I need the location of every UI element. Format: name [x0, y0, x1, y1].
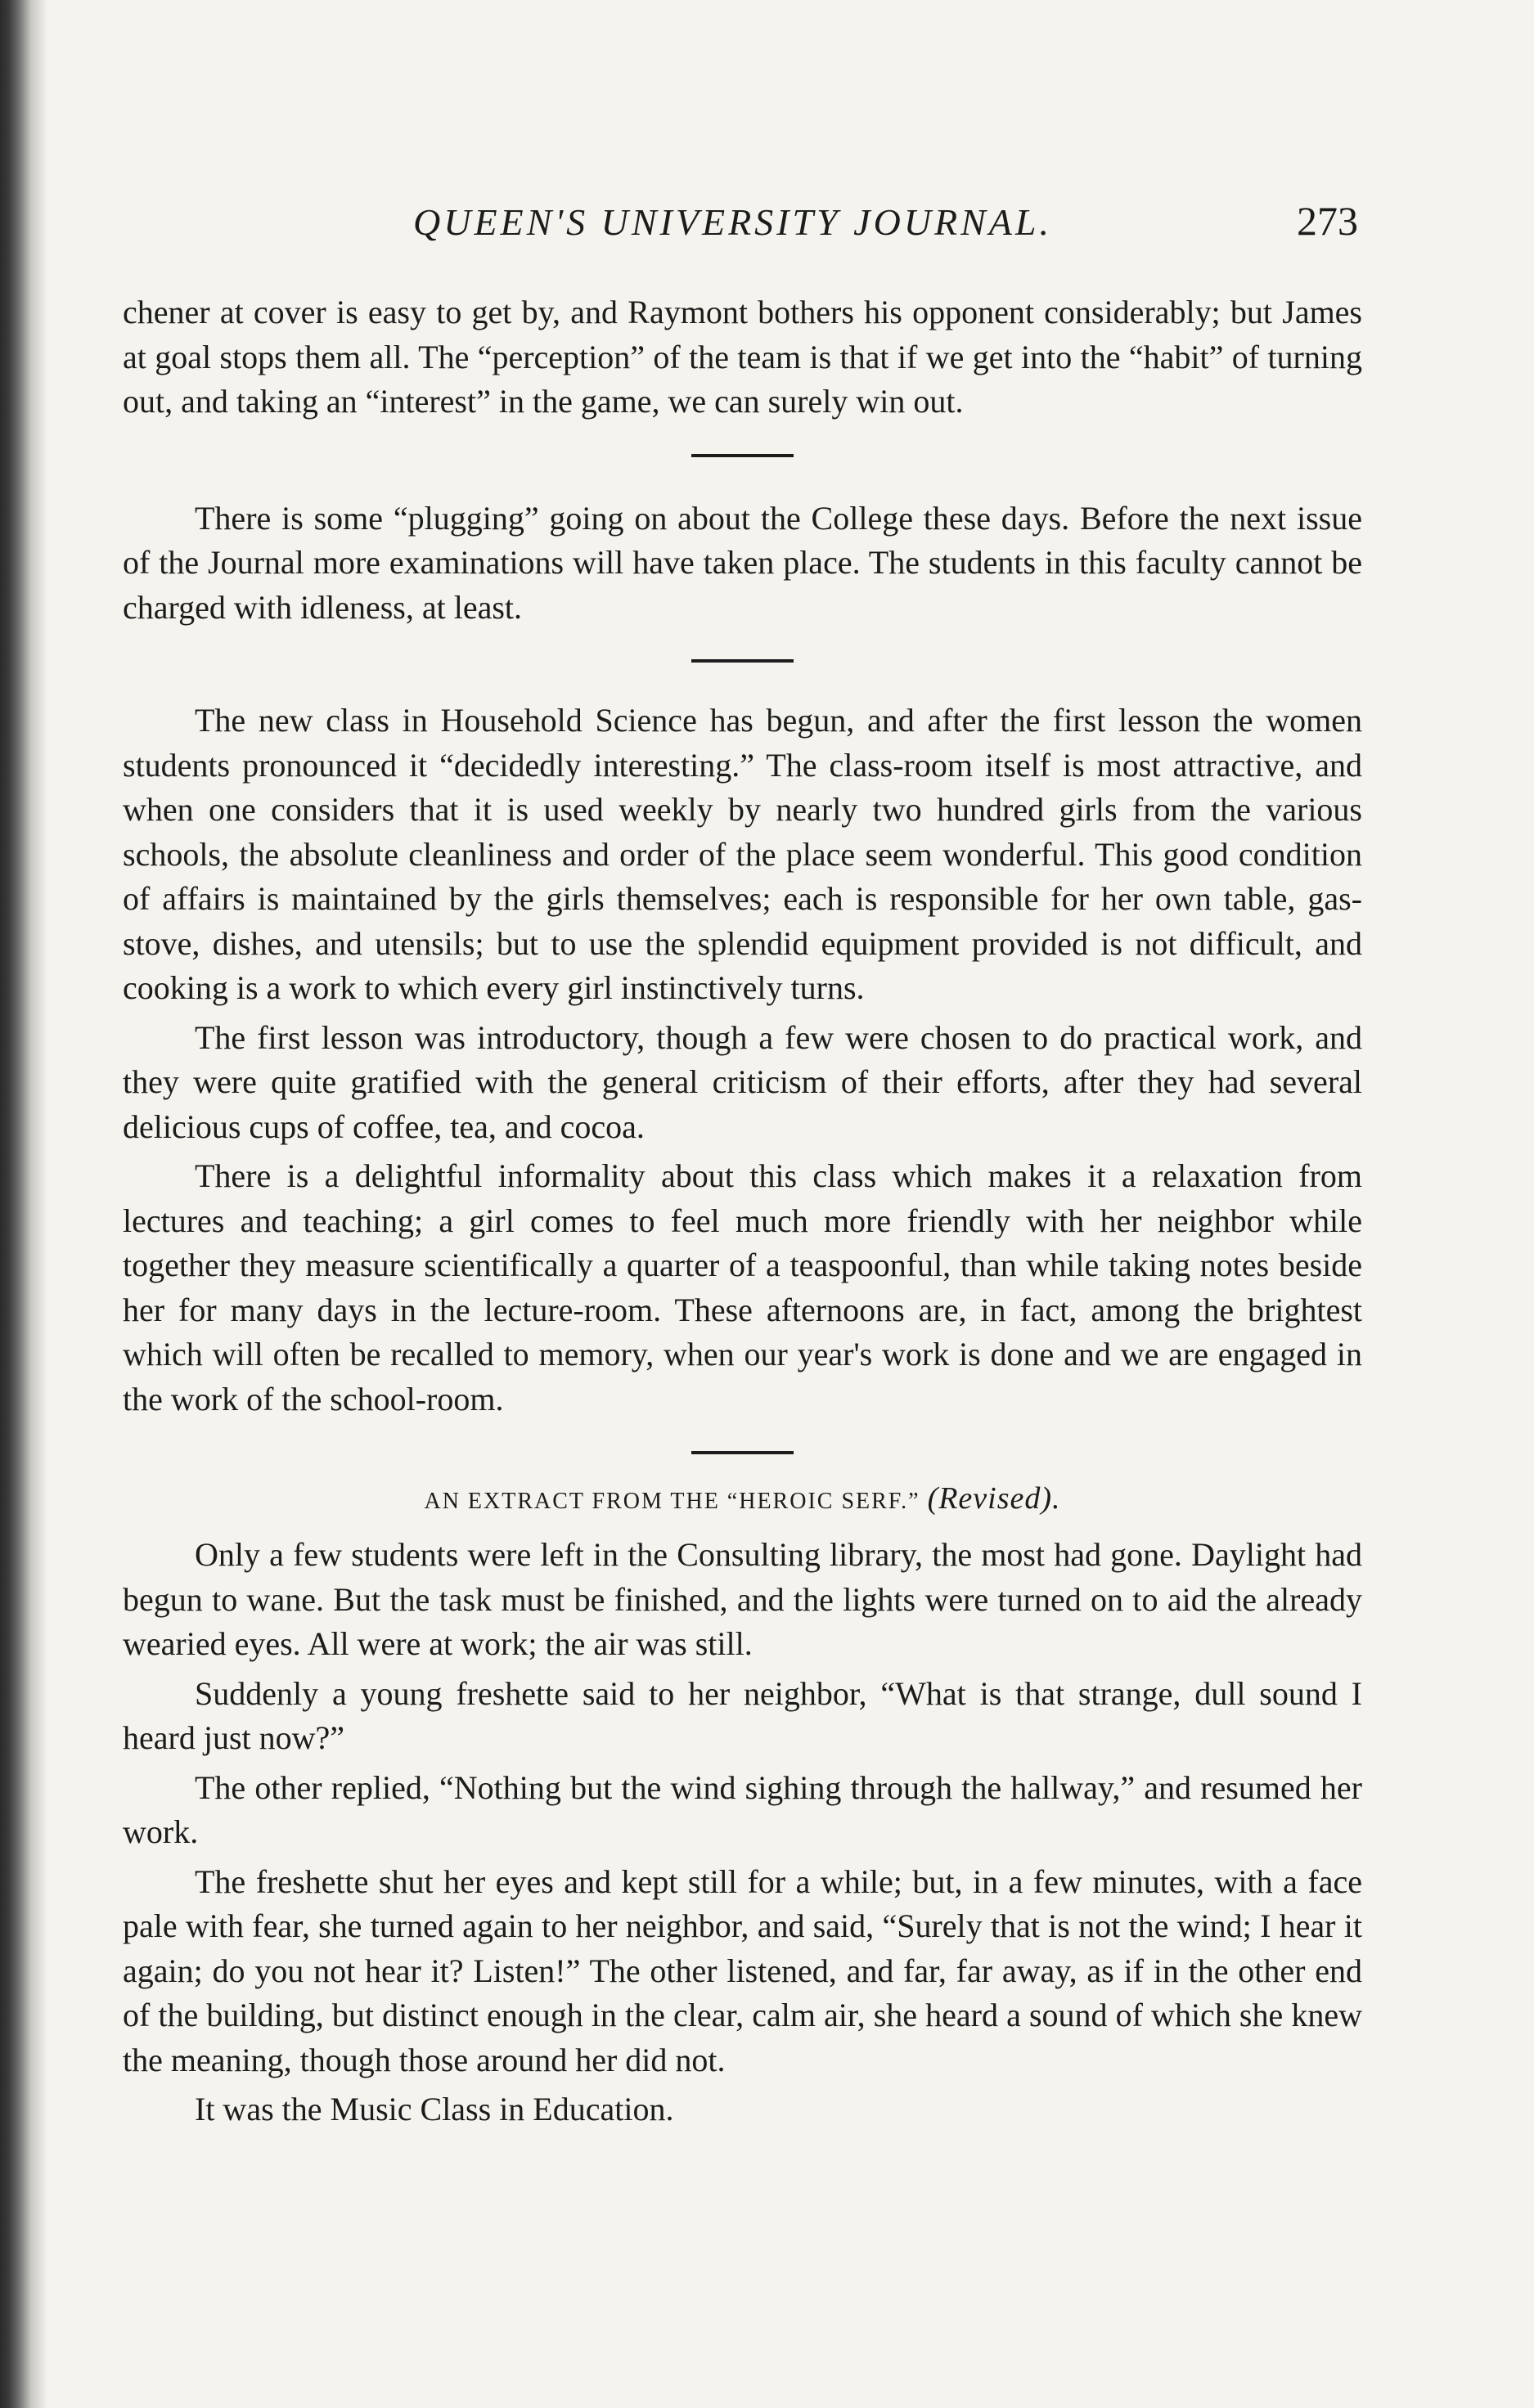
extract-heading-text: AN EXTRACT FROM THE “HEROIC SERF.”: [424, 1489, 920, 1514]
body-paragraph: The new class in Household Science has begun, and after the first lesson the women students pronounced it “decidedly interesting.” The class-room itself is most attractive, and when one considers that it is used weekly by nearly two hundred girls from the various schools, the absolute cleanliness and order of the place seem wonderful. This good condition of affairs is maintained by the girls themselves; each is responsible for her own table, gas-stove, dishes, and utensils; but to use the splendid equipment provided is not difficult, and cooking is a work to which every girl instinctively turns.: [123, 702, 1362, 1006]
story-paragraph: Suddenly a young freshette said to her neighbor, “What is that strange, dull sound I heard just now?”: [123, 1674, 1362, 1756]
story-paragraph: Only a few students were left in the Consulting library, the most had gone. Daylight had begun to wane. But the task must be finished, and the lights were turned on to aid the already wearied eyes. All were at work; the air was still.: [123, 1536, 1362, 1662]
journal-page: [123, 192, 1362, 2132]
section-divider: [691, 1451, 794, 1454]
page-number: 273: [1297, 198, 1358, 244]
section-divider: [691, 659, 794, 663]
story-paragraph: The freshette shut her eyes and kept still for a while; but, in a few minutes, with a face pale with fear, she turned again to her neighbor, and said, “Surely that is not the wind; I hear it again; do you not hear it? Listen!” The other listened, and far, far away, as if in the other end of the building, but distinct enough in the clear, calm air, she heard a sound of which she knew the meaning, though those around her did not.: [123, 1862, 1362, 2078]
story-paragraph: It was the Music Class in Education.: [195, 2091, 674, 2127]
journal-title: QUEEN'S UNIVERSITY JOURNAL.: [413, 201, 1052, 243]
running-head: [123, 192, 1362, 258]
binding-edge: [0, 0, 47, 2408]
story-paragraph: The other replied, “Nothing but the wind sighing through the hallway,” and resumed her work.: [123, 1768, 1362, 1850]
body-paragraph: chener at cover is easy to get by, and Raymont bothers his opponent considerably; but James at goal stops them all. The “perception” of the team is that if we get into the “habit” of turning out, and taking an “interest” in the game, we can surely win out.: [123, 294, 1362, 420]
body-paragraph: There is a delightful informality about this class which makes it a relaxation from lectures and teaching; a girl comes to feel much more friendly with her neighbor while together they measure scientifically a quarter of a teaspoonful, than while taking notes beside her for many days in the lecture-room. These afternoons are, in fact, among the brightest which will often be recalled to memory, when our year's work is done and we are engaged in the work of the school-room.: [123, 1157, 1362, 1417]
section-divider: [691, 454, 794, 457]
body-paragraph: The first lesson was introductory, though a few were chosen to do practical work, and they were quite gratified with the general criticism of their efforts, after they had several delicious cups of coffee, tea, and cocoa.: [123, 1018, 1362, 1145]
extract-heading-revised: (Revised).: [927, 1481, 1061, 1516]
extract-heading: [123, 1474, 1362, 1526]
body-paragraph: There is some “plugging” going on about the College these days. Before the next issue of the Journal more examinations will have taken place. The students in this faculty cannot be charged with idleness, at least.: [123, 499, 1362, 626]
extract-story: [123, 1533, 1362, 2132]
